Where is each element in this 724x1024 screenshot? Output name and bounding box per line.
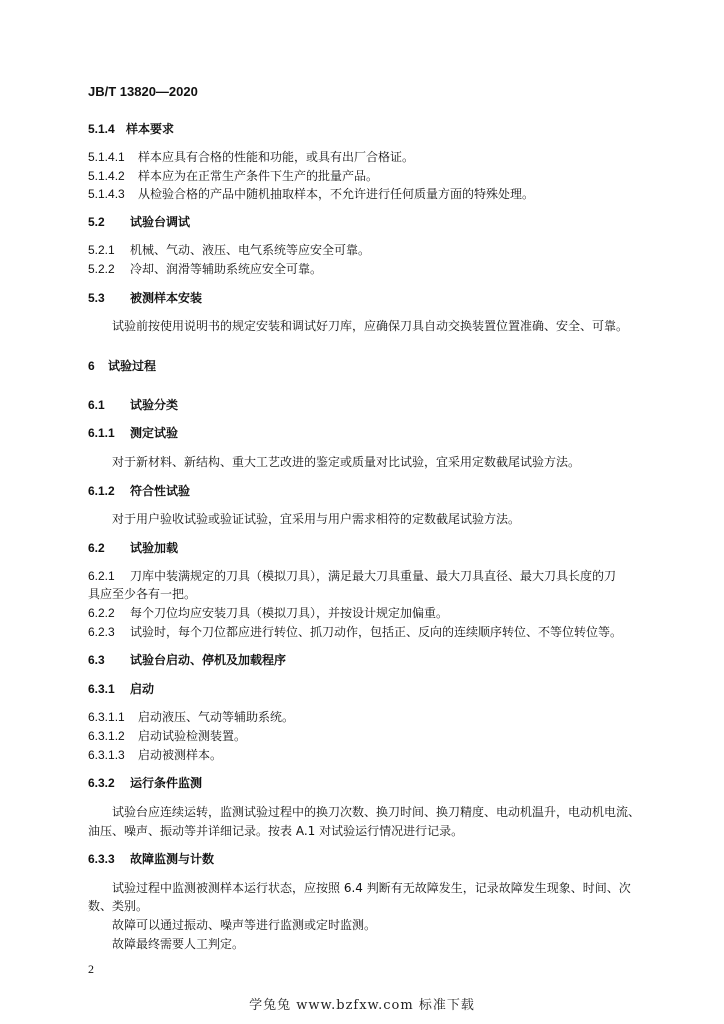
clause-5-1-4-1 [88, 149, 414, 165]
clause-number: 6.1.1 [88, 426, 115, 440]
clause-number: 5.1.4.1 [88, 150, 125, 164]
clause-text: 启动液压、气动等辅助系统。 [138, 710, 295, 724]
paragraph-6-3-2-line2: 油压、噪声、振动等并详细记录。按表 A.1 对试验运行情况进行记录。 [88, 824, 464, 838]
clause-text: 刀库中装满规定的刀具（模拟刀具），满足最大刀具重量、最大刀具直径、最大刀具长度的刀 [130, 569, 617, 583]
clause-text: 从检验合格的产品中随机抽取样本，不允许进行任何质量方面的特殊处理。 [138, 187, 535, 201]
clause-text: 样本应具有合格的性能和功能，或具有出厂合格证。 [138, 150, 415, 164]
clause-number: 6.3 [88, 653, 105, 667]
clause-number: 6 [88, 359, 95, 373]
clause-text: 试验时，每个刀位都应进行转位、抓刀动作，包括正、反向的连续顺序转位、不等位转位等。 [130, 625, 623, 639]
clause-number: 5.2.2 [88, 262, 115, 276]
clause-number: 5.1.4.3 [88, 187, 125, 201]
clause-number: 6.2.3 [88, 625, 115, 639]
clause-number: 6.2.2 [88, 606, 115, 620]
clause-title: 故障监测与计数 [130, 852, 215, 866]
standard-code: JB/T 13820—2020 [88, 84, 198, 99]
clause-6-3-1-1 [88, 709, 294, 725]
clause-title: 被测样本安装 [130, 291, 203, 305]
clause-title: 符合性试验 [130, 484, 191, 498]
clause-6-2-2 [88, 605, 448, 621]
clause-text: 冷却、润滑等辅助系统应安全可靠。 [130, 262, 323, 276]
clause-title: 运行条件监测 [130, 776, 203, 790]
heading-6-1 [88, 397, 178, 413]
clause-text: 启动试验检测装置。 [138, 729, 247, 743]
clause-6-2-3 [88, 624, 622, 640]
heading-6 [88, 358, 156, 374]
clause-number: 6.3.3 [88, 852, 115, 866]
heading-6-1-2 [88, 483, 190, 499]
clause-title: 试验分类 [130, 398, 179, 412]
heading-5-3 [88, 290, 202, 306]
heading-6-1-1 [88, 425, 178, 441]
clause-5-1-4-3 [88, 186, 534, 202]
paragraph-6-1-2: 对于用户验收试验或验证试验，宜采用与用户需求相符的定数截尾试验方法。 [112, 512, 521, 526]
clause-number: 6.3.1.2 [88, 729, 125, 743]
clause-title: 试验台调试 [130, 215, 191, 229]
site-footer: 学兔兔 www.bzfxw.com 标准下载 [249, 998, 475, 1013]
clause-number: 5.2 [88, 215, 105, 229]
clause-title: 启动 [130, 682, 155, 696]
clause-number: 5.2.1 [88, 243, 115, 257]
heading-6-3-2 [88, 775, 202, 791]
clause-text: 启动被测样本。 [138, 748, 223, 762]
clause-title: 试验加载 [130, 541, 179, 555]
clause-title: 样本要求 [126, 122, 175, 136]
clause-number: 6.2.1 [88, 569, 115, 583]
clause-text: 每个刀位均应安装刀具（模拟刀具），并按设计规定加偏重。 [130, 606, 449, 620]
clause-number: 6.3.1.1 [88, 710, 125, 724]
clause-title: 试验过程 [108, 359, 157, 373]
clause-number: 6.1 [88, 398, 105, 412]
paragraph-6-1-1: 对于新材料、新结构、重大工艺改进的鉴定或质量对比试验，宜采用定数截尾试验方法。 [112, 455, 581, 469]
clause-6-2-1-continued: 具应至少各有一把。 [88, 587, 197, 601]
paragraph-5-3: 试验前按使用说明书的规定安装和调试好刀库，应确保刀具自动交换装置位置准确、安全、可靠。 [112, 319, 629, 333]
paragraph-6-3-3-line4: 故障最终需要人工判定。 [112, 937, 245, 951]
clause-number: 6.3.1 [88, 682, 115, 696]
clause-text: 机械、气动、液压、电气系统等应安全可靠。 [130, 243, 371, 257]
heading-6-3 [88, 652, 286, 668]
paragraph-6-3-3-line3: 故障可以通过振动、噪声等进行监测或定时监测。 [112, 918, 377, 932]
clause-number: 5.1.4 [88, 122, 115, 136]
clause-number: 6.3.2 [88, 776, 115, 790]
heading-6-2 [88, 540, 178, 556]
clause-number: 6.1.2 [88, 484, 115, 498]
clause-number: 6.2 [88, 541, 105, 555]
clause-number: 5.1.4.2 [88, 169, 125, 183]
clause-number: 5.3 [88, 291, 105, 305]
paragraph-6-3-2-line1: 试验台应连续运转，监测试验过程中的换刀次数、换刀时间、换刀精度、电动机温升，电动机电流、 [112, 805, 641, 819]
clause-5-2-1 [88, 242, 370, 258]
clause-title: 测定试验 [130, 426, 179, 440]
heading-6-3-1 [88, 681, 154, 697]
clause-6-2-1 [88, 568, 616, 584]
clause-text: 样本应为在正常生产条件下生产的批量产品。 [138, 169, 379, 183]
paragraph-6-3-3-line1: 试验过程中监测被测样本运行状态，应按照 6.4 判断有无故障发生，记录故障发生现象、时间、次 [112, 881, 631, 895]
clause-title: 试验台启动、停机及加载程序 [130, 653, 287, 667]
clause-5-2-2 [88, 261, 322, 277]
paragraph-6-3-3-line2: 数、类别。 [88, 899, 149, 913]
heading-5-2 [88, 214, 190, 230]
clause-5-1-4-2 [88, 168, 378, 184]
heading-6-3-3 [88, 851, 214, 867]
heading-5-1-4 [88, 121, 174, 137]
clause-6-3-1-3 [88, 747, 222, 763]
clause-number: 6.3.1.3 [88, 748, 125, 762]
page-number: 2 [88, 962, 94, 976]
clause-6-3-1-2 [88, 728, 246, 744]
